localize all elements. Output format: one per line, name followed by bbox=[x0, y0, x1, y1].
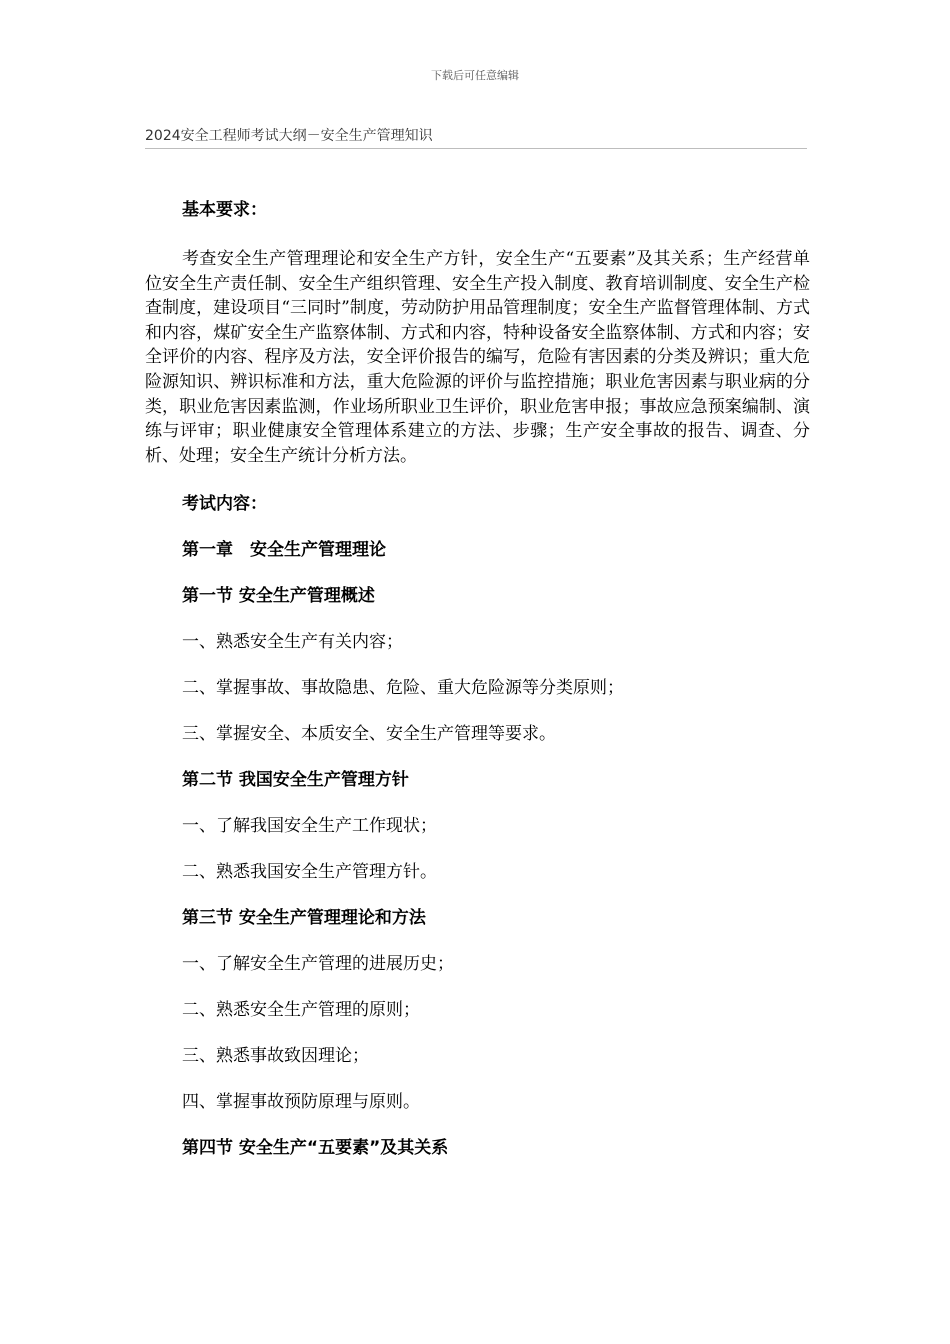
section-1-item: 三、掌握安全、本质安全、安全生产管理等要求。 bbox=[182, 724, 556, 745]
section-2-title: 第二节 我国安全生产管理方针 bbox=[182, 770, 409, 791]
exam-content-heading: 考试内容： bbox=[182, 494, 267, 515]
section-4-title: 第四节 安全生产“五要素”及其关系 bbox=[182, 1138, 449, 1159]
section-3-item: 三、熟悉事故致因理论； bbox=[182, 1046, 369, 1067]
section-3-item: 四、掌握事故预防原理与原则。 bbox=[182, 1092, 420, 1113]
page-top-note: 下载后可任意编辑 bbox=[431, 69, 519, 82]
section-1-title: 第一节 安全生产管理概述 bbox=[182, 586, 375, 607]
section-2-item: 二、熟悉我国安全生产管理方针。 bbox=[182, 862, 437, 883]
section-3-item: 一、了解安全生产管理的进展历史； bbox=[182, 954, 454, 975]
section-1-item: 一、熟悉安全生产有关内容； bbox=[182, 632, 403, 653]
document-body bbox=[145, 190, 810, 1160]
section-2-item: 一、了解我国安全生产工作现状； bbox=[182, 816, 437, 837]
basic-requirements-paragraph: 考查安全生产管理理论和安全生产方针，安全生产“五要素”及其关系；生产经营单位安全生产责任制、安全生产组织管理、安全生产投入制度、教育培训制度、安全生产检查制度，建设项目“三同时”制度，劳动防护用品管理制度；安全生产监督管理体制、方式和内容，煤矿安全生产监察体制、方式和内容，特种设备安全监察体制、方式和内容；安全评价的内容、程序及方法，安全评价报告的编写，危险有害因素的分类及辨识；重大危险源知识、辨识标准和方法，重大危险源的评价与监控措施；职业危害因素与职业病的分类，职业危害因素监测，作业场所职业卫生评价，职业危害申报；事故应急预案编制、演练与评审；职业健康安全管理体系建立的方法、步骤；生产安全事故的报告、调查、分析、处理；安全生产统计分析方法。 bbox=[145, 249, 810, 466]
chapter-1-title: 第一章 安全生产管理理论 bbox=[182, 540, 386, 561]
document-header-title: 2024安全工程师考试大纲－安全生产管理知识 bbox=[145, 126, 807, 149]
section-1-item: 二、掌握事故、事故隐患、危险、重大危险源等分类原则； bbox=[182, 678, 624, 699]
section-3-title: 第三节 安全生产管理理论和方法 bbox=[182, 908, 426, 929]
basic-requirements-heading: 基本要求： bbox=[182, 200, 267, 220]
section-3-item: 二、熟悉安全生产管理的原则； bbox=[182, 1000, 420, 1021]
